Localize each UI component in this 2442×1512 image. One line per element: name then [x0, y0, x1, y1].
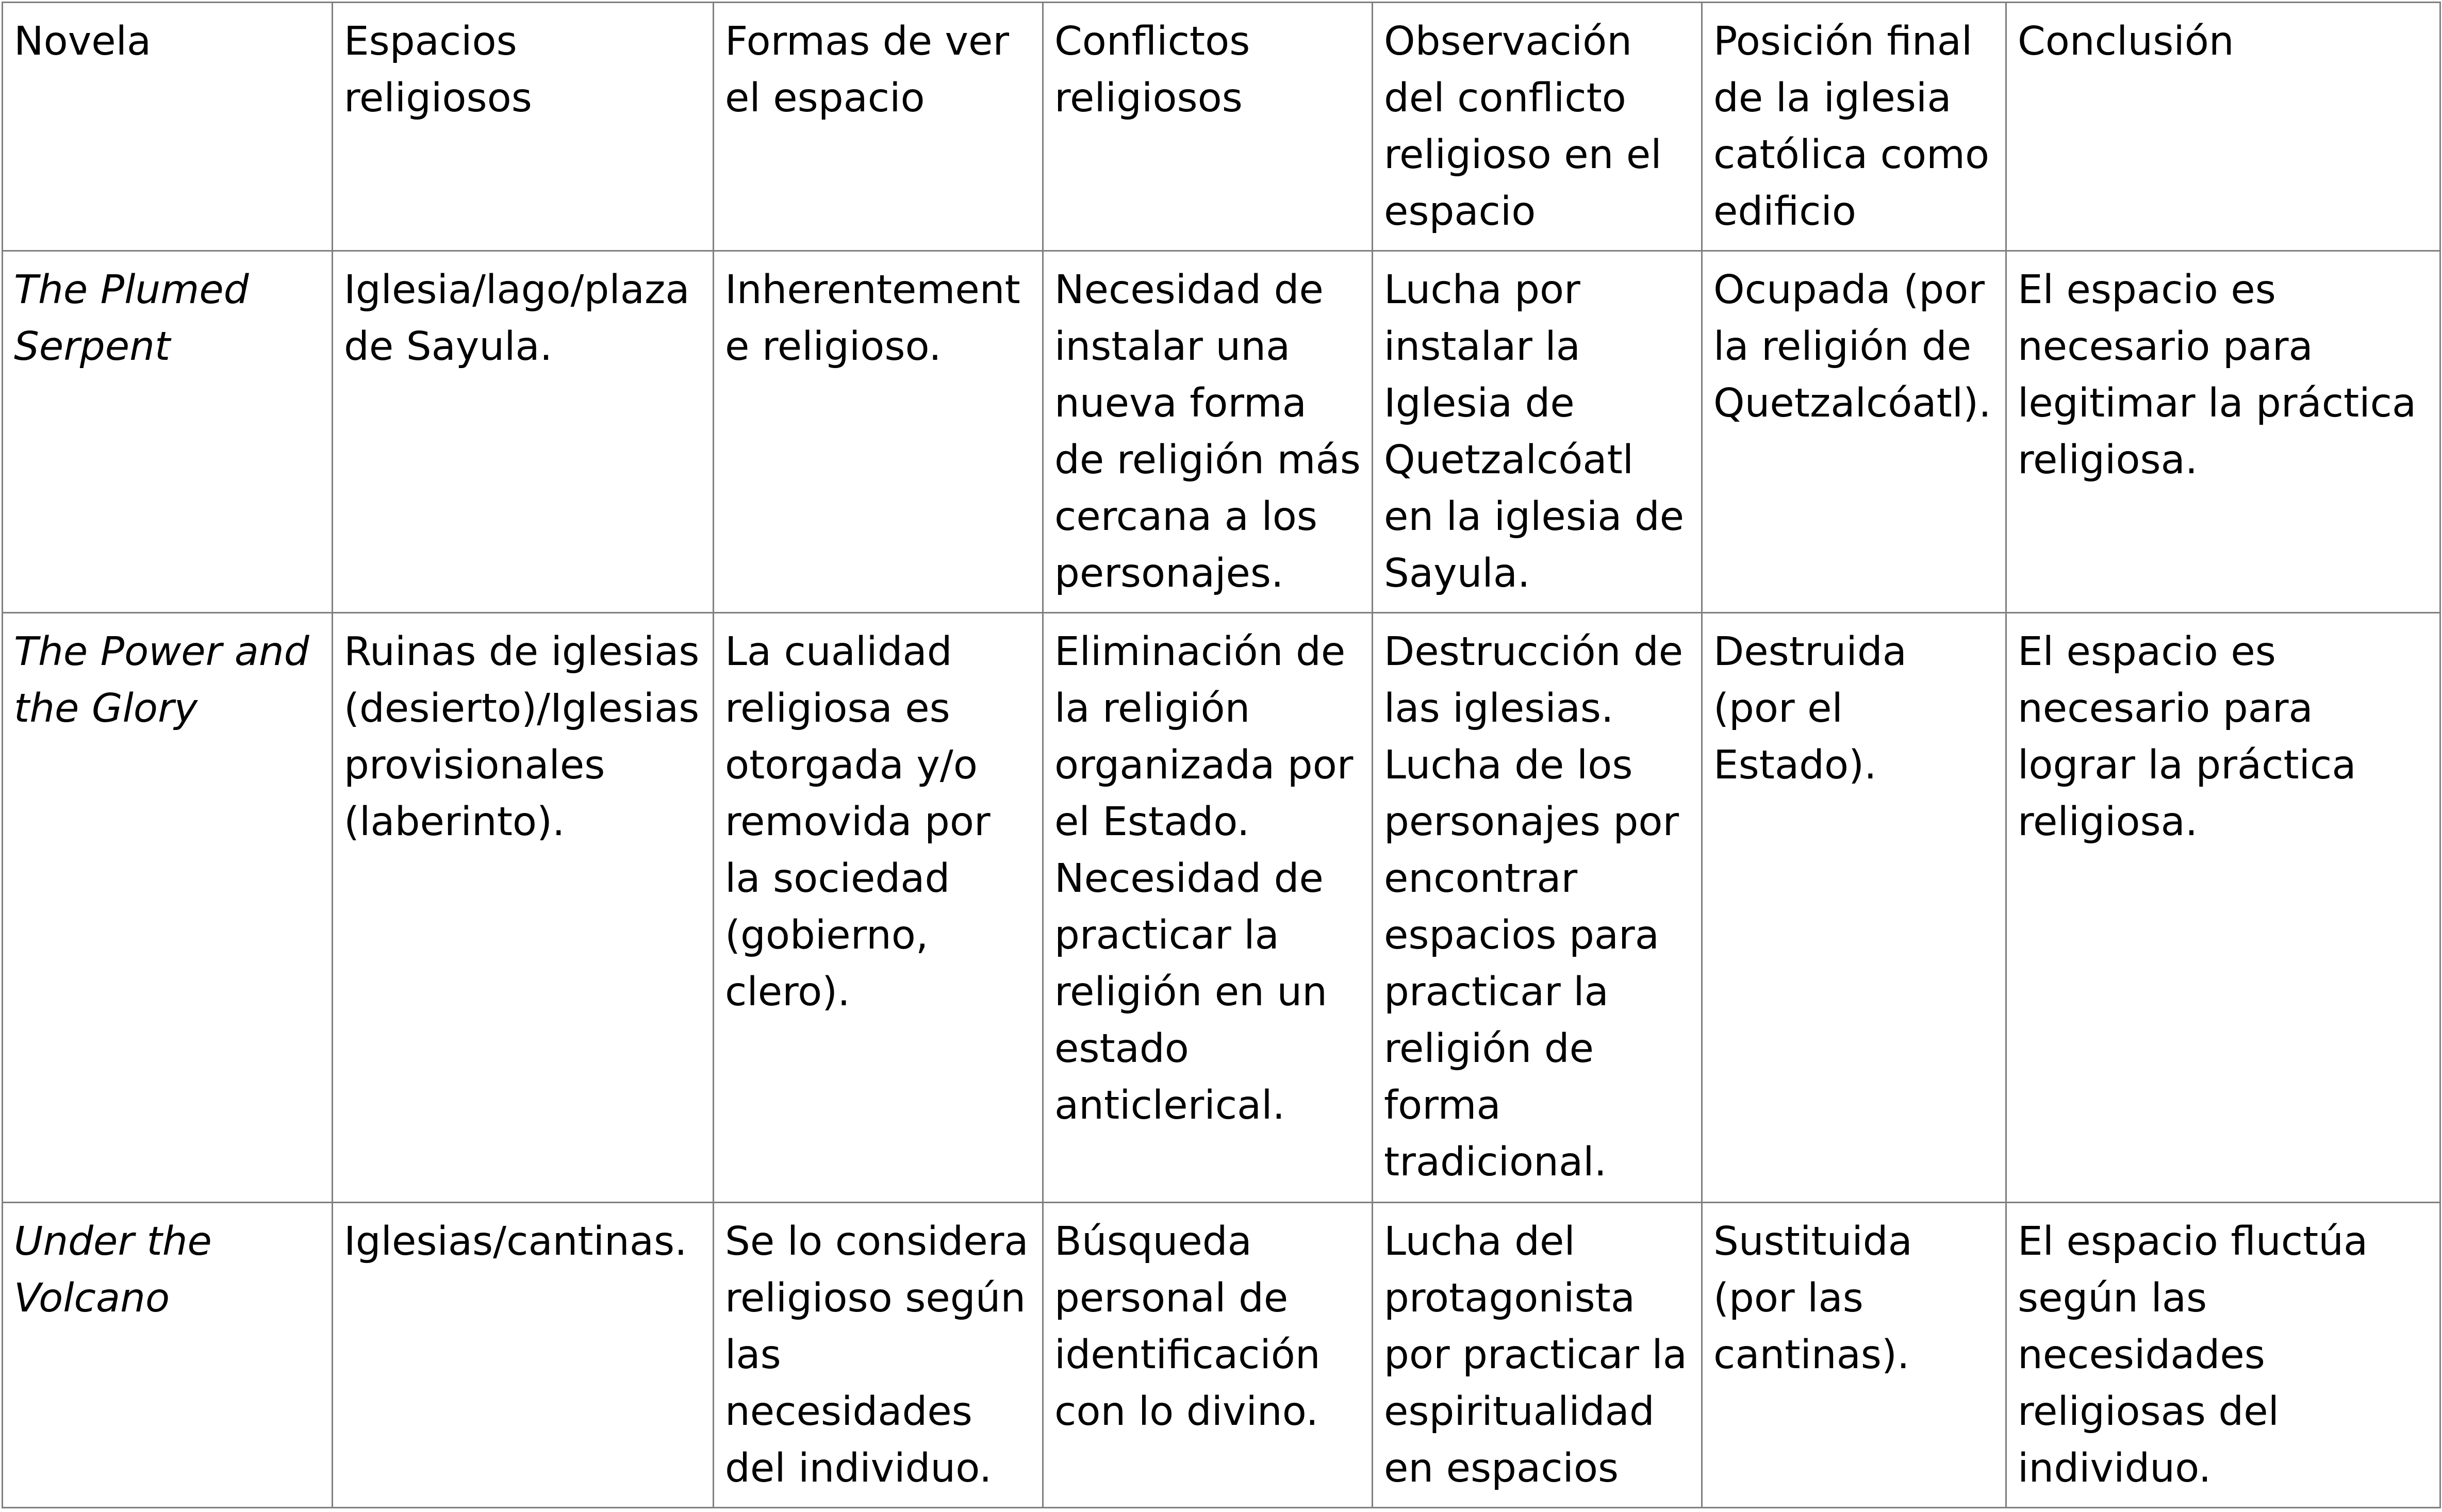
cell-observacion: Destrucción de las iglesias. Lucha de los personajes por encontrar espacios para practicar la religión de forma tradicional.	[1373, 613, 1702, 1203]
header-posicion-final: Posición final de la iglesia católica como edificio	[1702, 3, 2006, 251]
cell-posicion: Sustituida (por las cantinas).	[1702, 1203, 2006, 1508]
table-row	[3, 1203, 2440, 1508]
cell-novela: The Plumed Serpent	[3, 251, 333, 613]
cell-conflictos: Eliminación de la religión organizada por el Estado. Necesidad de practicar la religión en un estado anticlerical.	[1043, 613, 1373, 1203]
header-espacios-religiosos: Espacios religiosos	[333, 3, 714, 251]
cell-posicion: Ocupada (por la religión de Quetzalcóatl).	[1702, 251, 2006, 613]
cell-conclusion: El espacio fluctúa según las necesidades religiosas del individuo.	[2006, 1203, 2440, 1508]
header-conclusion: Conclusión	[2006, 3, 2440, 251]
table-header-row	[3, 3, 2440, 251]
cell-posicion: Destruida (por el Estado).	[1702, 613, 2006, 1203]
cell-novela: Under the Volcano	[3, 1203, 333, 1508]
cell-conclusion: El espacio es necesario para lograr la práctica religiosa.	[2006, 613, 2440, 1203]
cell-observacion: Lucha del protagonista por practicar la espiritualidad en espacios	[1373, 1203, 1702, 1508]
cell-espacios: Iglesias/cantinas.	[333, 1203, 714, 1508]
cell-conclusion: El espacio es necesario para legitimar la práctica religiosa.	[2006, 251, 2440, 613]
header-formas-de-ver: Formas de ver el espacio	[714, 3, 1043, 251]
cell-espacios: Ruinas de iglesias (desierto)/Iglesias provisionales (laberinto).	[333, 613, 714, 1203]
header-observacion-conflicto: Observación del conflicto religioso en el espacio	[1373, 3, 1702, 251]
header-novela: Novela	[3, 3, 333, 251]
cell-conflictos: Búsqueda personal de identificación con lo divino.	[1043, 1203, 1373, 1508]
cell-formas: Se lo considera religioso según las necesidades del individuo.	[714, 1203, 1043, 1508]
cell-formas: La cualidad religiosa es otorgada y/o removida por la sociedad (gobierno, clero).	[714, 613, 1043, 1203]
cell-observacion: Lucha por instalar la Iglesia de Quetzalcóatl en la iglesia de Sayula.	[1373, 251, 1702, 613]
comparison-table	[2, 2, 2441, 1508]
cell-conflictos: Necesidad de instalar una nueva forma de religión más cercana a los personajes.	[1043, 251, 1373, 613]
cell-espacios: Iglesia/lago/plaza de Sayula.	[333, 251, 714, 613]
cell-novela: The Power and the Glory	[3, 613, 333, 1203]
cell-formas: Inherentemente religioso.	[714, 251, 1043, 613]
table-row	[3, 251, 2440, 613]
table-row	[3, 613, 2440, 1203]
header-conflictos-religiosos: Conflictos religiosos	[1043, 3, 1373, 251]
